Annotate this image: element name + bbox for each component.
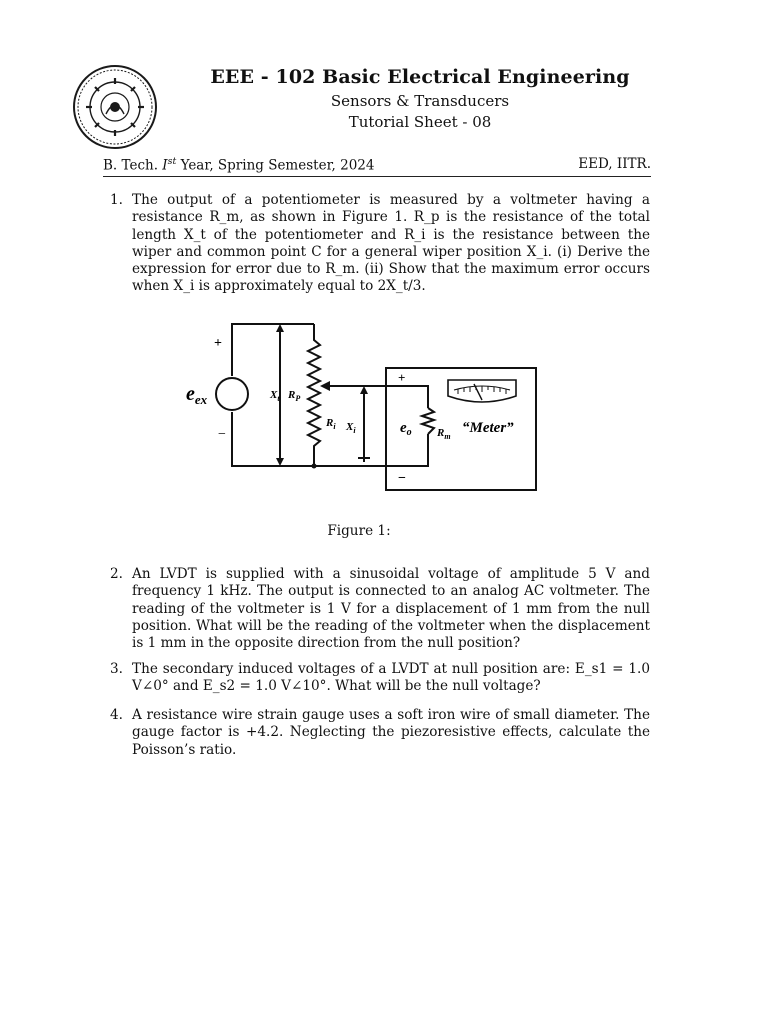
course-info: B. Tech. Ist Year, Spring Semester, 2024: [103, 156, 375, 174]
meter-plus-label: +: [398, 370, 406, 385]
question-4: 4. A resistance wire strain gauge uses a soft iron wire of small diameter. The gauge factor is +4.2. Neglecting the piezoresistive effects, calculate the Poisson’s ratio.: [110, 707, 650, 758]
meter-label: “Meter”: [462, 420, 514, 436]
rp-label: $R_P$: [288, 389, 301, 403]
rm-label: $R_m$: [437, 427, 451, 441]
question-3-text: The secondary induced voltages of a LVDT at null position are: E_s1 = 1.0 V∠0° and E_s2 = 1.0 V∠10°. What will be the null voltage?: [132, 661, 650, 695]
question-3: 3. The secondary induced voltages of a LVDT at null position are: E_s1 = 1.0 V∠0° and E_s2 = 1.0 V∠10°. What will be the null voltage?: [110, 661, 650, 695]
question-1-text: The output of a potentiometer is measured by a voltmeter having a resistance R_m, as shown in Figure 1. R_p is the resistance of the total length X_t of the potentiometer and R_i is the resistance between the wiper and common point C for a general wiper position X_i. (i) Derive the expression for error due to R_m. (ii) Show that the maximum error occurs when X_i is approximately equal to 2X_t/3.: [132, 192, 650, 295]
source-label: $e_{ex}$: [186, 383, 208, 407]
institute-logo: [72, 64, 158, 150]
document-subtitle: Sensors & Transducers: [330, 92, 510, 110]
circuit-figure: [178, 310, 540, 502]
xi-label: $X_i$: [346, 421, 356, 435]
figure-caption: Figure 1:: [327, 523, 391, 539]
department: EED, IITR.: [578, 156, 651, 172]
question-2: 2. An LVDT is supplied with a sinusoidal voltage of amplitude 5 V and frequency 1 kHz. The output is connected to an analog AC voltmeter. The reading of the voltmeter is 1 V for a displacement of 1 mm from the null position. What will be the reading of the voltmeter when the displacement is 1 mm in the opposite direction from the null position?: [110, 566, 650, 652]
xt-label: $X_t$: [270, 389, 280, 403]
eo-label: $e_o$: [400, 420, 412, 438]
question-1: 1. The output of a potentiometer is measured by a voltmeter having a resistance R_m, as shown in Figure 1. R_p is the resistance of the total length X_t of the potentiometer and R_i is the resistance between the wiper and common point C for a general wiper position X_i. (i) Derive the expression for error due to R_m. (ii) Show that the maximum error occurs when X_i is approximately equal to 2X_t/3.: [110, 192, 650, 295]
meter-minus-label: −: [398, 471, 406, 486]
question-4-text: A resistance wire strain gauge uses a soft iron wire of small diameter. The gauge factor is +4.2. Neglecting the piezoresistive effects, calculate the Poisson’s ratio.: [132, 707, 650, 758]
question-2-text: An LVDT is supplied with a sinusoidal voltage of amplitude 5 V and frequency 1 kHz. The output is connected to an analog AC voltmeter. The reading of the voltmeter is 1 V for a displacement of 1 mm from the null position. What will be the reading of the voltmeter when the displacement is 1 mm in the opposite direction from the null position?: [132, 566, 650, 652]
header: [180, 66, 660, 131]
source-plus-label: +: [214, 336, 222, 351]
document-title: EEE - 102 Basic Electrical Engineering: [210, 66, 630, 88]
ri-label: $R_i$: [326, 417, 336, 431]
source-minus-label: −: [218, 427, 226, 442]
header-rule: [103, 176, 651, 177]
sheet-number: Tutorial Sheet - 08: [348, 113, 492, 131]
